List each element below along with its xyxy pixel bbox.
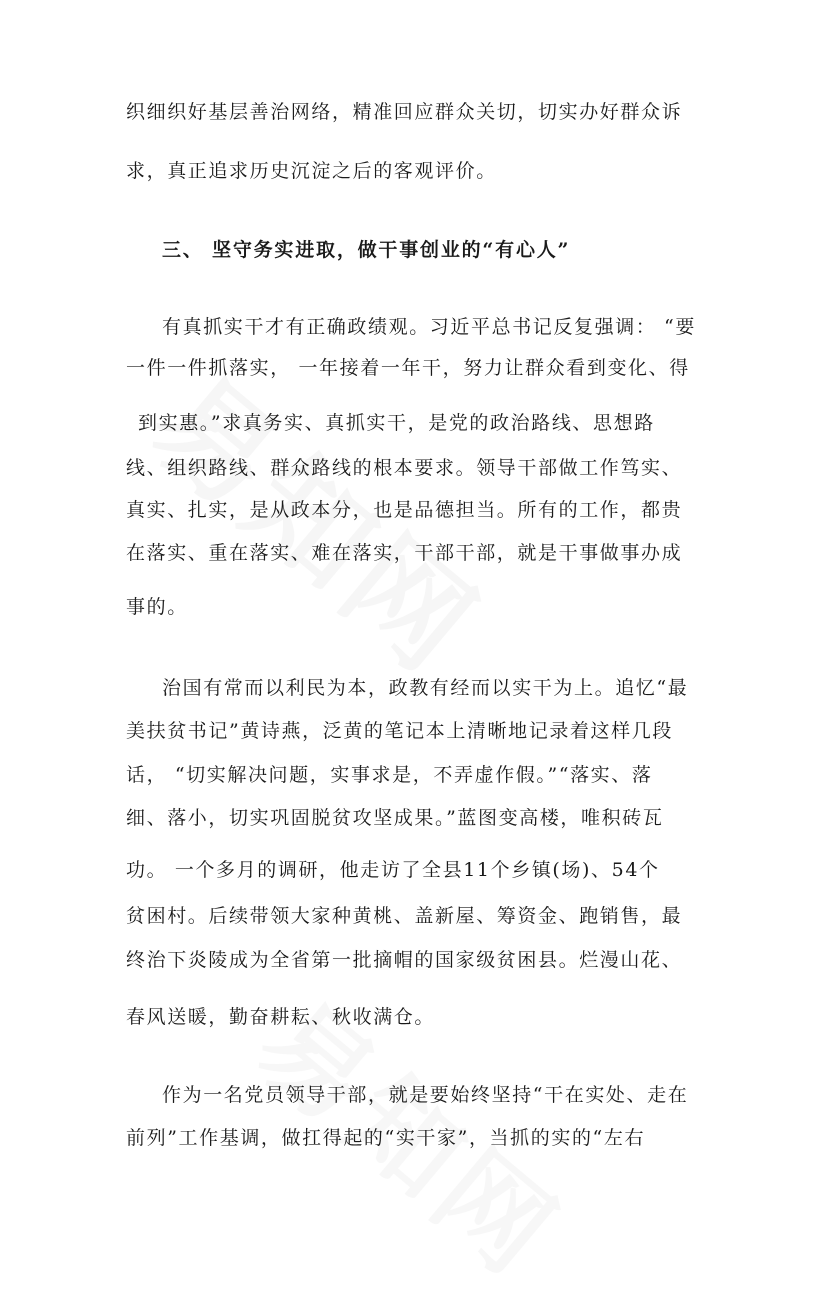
paragraph-line: 细、落小，切实巩固脱贫攻坚成果。”蓝图变高楼，唯积砖瓦 [126, 807, 664, 829]
paragraph-line: 贫困村。后续带领大家种黄桃、盖新屋、筹资金、跑销售，最 [126, 905, 683, 927]
paragraph-line: 美扶贫书记”黄诗燕，泛黄的笔记本上清晰地记录着这样几段 [126, 720, 673, 742]
paragraph-line: 织细织好基层善治网络，精准回应群众关切，切实办好群众诉 [126, 101, 683, 123]
paragraph-line: 春风送暖，勤奋耕耘、秋收满仓。 [126, 1006, 436, 1028]
paragraph-line: 真实、扎实，是从政本分，也是品德担当。所有的工作，都贵 [126, 499, 683, 521]
paragraph-line: 事的。 [126, 596, 188, 618]
paragraph-line: 求，真正追求历史沉淀之后的客观评价。 [126, 160, 497, 182]
paragraph-line: 有真抓实干才有正确政绩观。习近平总书记反复强调： “要 [162, 316, 696, 338]
paragraph-line: 作为一名党员领导干部，就是要始终坚持“干在实处、走在 [162, 1084, 689, 1106]
paragraph-line: 功。 一个多月的调研，他走访了全县11个乡镇(场)、54个 [126, 859, 660, 881]
paragraph-line: 线、组织路线、群众路线的根本要求。领导干部做工作笃实、 [126, 457, 683, 479]
paragraph-line: 终治下炎陵成为全省第一批摘帽的国家级贫困县。烂漫山花、 [126, 949, 683, 971]
section-heading: 三、 坚守务实进取，做干事创业的“有心人” [162, 239, 571, 261]
paragraph-line: 到实惠。”求真务实、真抓实干，是党的政治路线、思想路 [138, 412, 655, 434]
paragraph-line: 前列”工作基调，做扛得起的“实干家”，当抓的实的“左右 [126, 1127, 646, 1149]
paragraph-line: 话， “切实解决问题，实事求是，不弄虚作假。”“落实、落 [126, 764, 653, 786]
paragraph-line: 在落实、重在落实、难在落实，干部干部，就是干事做事办成 [126, 542, 683, 564]
paragraph-line: 治国有常而以利民为本，政教有经而以实干为上。追忆“最 [162, 677, 689, 699]
paragraph-line: 一件一件抓落实， 一年接着一年干，努力让群众看到变化、得 [126, 357, 690, 379]
